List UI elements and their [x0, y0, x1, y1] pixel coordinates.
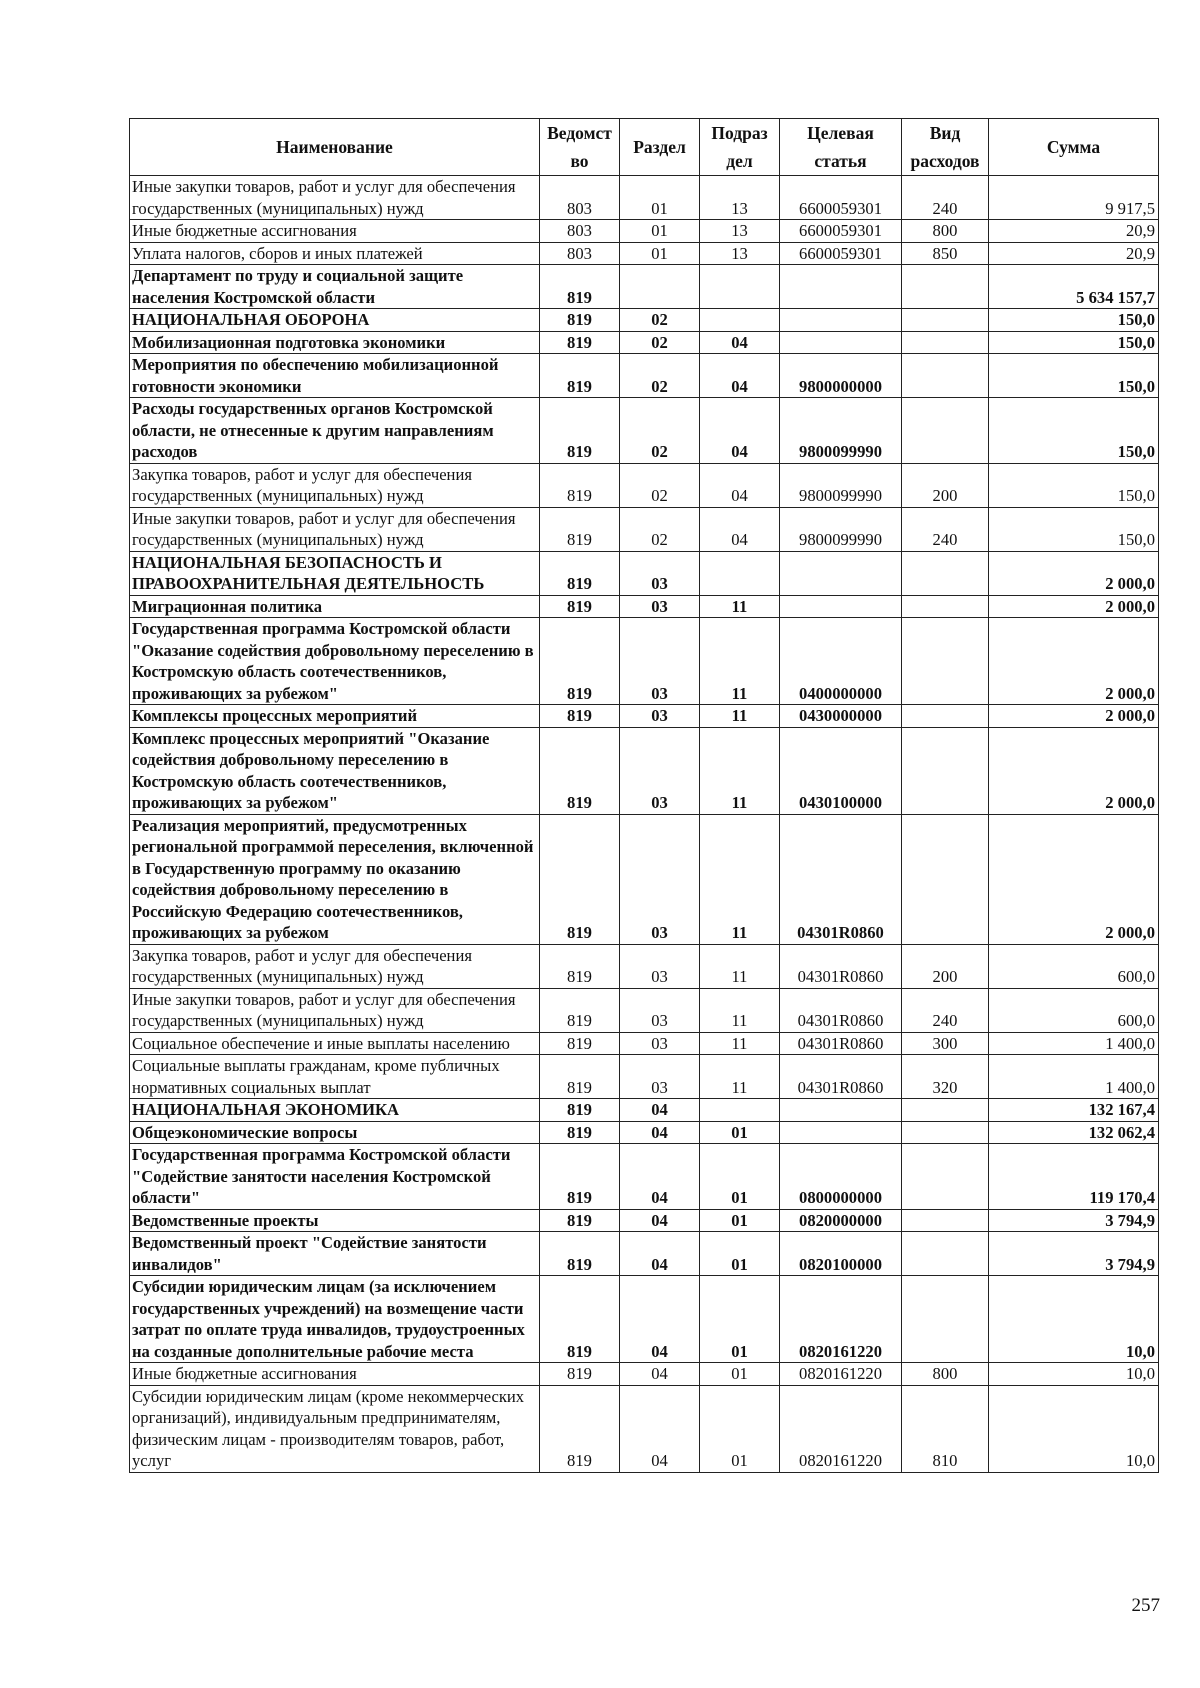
- header-type: Вид расходов: [902, 119, 989, 176]
- cell-sum: 2 000,0: [989, 705, 1159, 728]
- cell-sum: 20,9: [989, 220, 1159, 243]
- cell-subsection: 13: [700, 242, 780, 265]
- cell-target: 0820161220: [780, 1385, 902, 1472]
- table-row: [130, 398, 1159, 464]
- header-sum: Сумма: [989, 119, 1159, 176]
- cell-target: 04301R0860: [780, 988, 902, 1032]
- cell-section: 04: [620, 1232, 700, 1276]
- cell-dept: 819: [540, 1232, 620, 1276]
- table-row: [130, 507, 1159, 551]
- cell-section: 01: [620, 176, 700, 220]
- cell-name: НАЦИОНАЛЬНАЯ БЕЗОПАСНОСТЬ И ПРАВООХРАНИТЕЛЬНАЯ ДЕЯТЕЛЬНОСТЬ: [130, 551, 540, 595]
- cell-type: [902, 309, 989, 332]
- cell-sum: 150,0: [989, 331, 1159, 354]
- cell-section: 01: [620, 242, 700, 265]
- cell-target: 04301R0860: [780, 1055, 902, 1099]
- cell-dept: 819: [540, 309, 620, 332]
- cell-type: [902, 814, 989, 944]
- cell-dept: 819: [540, 1144, 620, 1210]
- cell-subsection: [700, 309, 780, 332]
- cell-subsection: 13: [700, 220, 780, 243]
- cell-section: 02: [620, 507, 700, 551]
- cell-type: [902, 398, 989, 464]
- cell-sum: 1 400,0: [989, 1032, 1159, 1055]
- cell-subsection: 01: [700, 1209, 780, 1232]
- cell-target: [780, 265, 902, 309]
- cell-sum: 150,0: [989, 398, 1159, 464]
- table-row: [130, 1032, 1159, 1055]
- cell-name: Департамент по труду и социальной защите населения Костромской области: [130, 265, 540, 309]
- cell-name: Государственная программа Костромской области "Содействие занятости населения Костромской области": [130, 1144, 540, 1210]
- cell-section: 03: [620, 814, 700, 944]
- cell-name: Комплексы процессных мероприятий: [130, 705, 540, 728]
- cell-subsection: 04: [700, 354, 780, 398]
- cell-type: [902, 1209, 989, 1232]
- cell-dept: 819: [540, 265, 620, 309]
- cell-section: 03: [620, 595, 700, 618]
- cell-target: 04301R0860: [780, 944, 902, 988]
- cell-type: 300: [902, 1032, 989, 1055]
- table-row: [130, 1209, 1159, 1232]
- cell-target: 6600059301: [780, 220, 902, 243]
- cell-dept: 803: [540, 220, 620, 243]
- cell-type: 850: [902, 242, 989, 265]
- cell-section: 03: [620, 1032, 700, 1055]
- cell-subsection: 11: [700, 705, 780, 728]
- cell-type: [902, 354, 989, 398]
- table-row: [130, 1232, 1159, 1276]
- cell-target: 0400000000: [780, 618, 902, 705]
- table-row: [130, 1276, 1159, 1363]
- cell-section: 03: [620, 988, 700, 1032]
- cell-target: 0820161220: [780, 1363, 902, 1386]
- cell-dept: 819: [540, 727, 620, 814]
- cell-name: Расходы государственных органов Костромской области, не отнесенные к другим направлениям расходов: [130, 398, 540, 464]
- cell-dept: 819: [540, 988, 620, 1032]
- cell-sum: 2 000,0: [989, 551, 1159, 595]
- cell-type: 240: [902, 507, 989, 551]
- cell-section: 04: [620, 1099, 700, 1122]
- cell-sum: 600,0: [989, 988, 1159, 1032]
- cell-name: Иные закупки товаров, работ и услуг для обеспечения государственных (муниципальных) нужд: [130, 176, 540, 220]
- cell-sum: 2 000,0: [989, 727, 1159, 814]
- cell-sum: 600,0: [989, 944, 1159, 988]
- cell-subsection: 11: [700, 595, 780, 618]
- cell-target: 6600059301: [780, 176, 902, 220]
- cell-name: Государственная программа Костромской области "Оказание содействия добровольному переселению в Костромскую область соотечественников, проживающих за рубежом": [130, 618, 540, 705]
- cell-subsection: 11: [700, 1055, 780, 1099]
- table-row: [130, 944, 1159, 988]
- cell-sum: 2 000,0: [989, 618, 1159, 705]
- header-name: Наименование: [130, 119, 540, 176]
- cell-subsection: 01: [700, 1121, 780, 1144]
- cell-subsection: 04: [700, 398, 780, 464]
- cell-dept: 819: [540, 354, 620, 398]
- table-row: [130, 265, 1159, 309]
- cell-target: [780, 309, 902, 332]
- cell-type: 810: [902, 1385, 989, 1472]
- cell-target: 0820000000: [780, 1209, 902, 1232]
- cell-name: Социальное обеспечение и иные выплаты населению: [130, 1032, 540, 1055]
- cell-section: 03: [620, 618, 700, 705]
- cell-type: [902, 1099, 989, 1122]
- cell-name: Закупка товаров, работ и услуг для обеспечения государственных (муниципальных) нужд: [130, 944, 540, 988]
- cell-section: 02: [620, 331, 700, 354]
- cell-sum: 150,0: [989, 354, 1159, 398]
- cell-subsection: 04: [700, 507, 780, 551]
- cell-type: 200: [902, 463, 989, 507]
- cell-section: 04: [620, 1121, 700, 1144]
- budget-table: [129, 118, 1159, 1473]
- cell-name: Миграционная политика: [130, 595, 540, 618]
- cell-sum: 150,0: [989, 507, 1159, 551]
- cell-subsection: 01: [700, 1144, 780, 1210]
- cell-sum: 119 170,4: [989, 1144, 1159, 1210]
- cell-subsection: 11: [700, 988, 780, 1032]
- cell-type: [902, 1232, 989, 1276]
- table-row: [130, 595, 1159, 618]
- cell-section: 03: [620, 944, 700, 988]
- cell-dept: 819: [540, 1055, 620, 1099]
- cell-type: 800: [902, 1363, 989, 1386]
- cell-section: 02: [620, 398, 700, 464]
- cell-name: НАЦИОНАЛЬНАЯ ЭКОНОМИКА: [130, 1099, 540, 1122]
- cell-sum: 3 794,9: [989, 1209, 1159, 1232]
- table-row: [130, 1055, 1159, 1099]
- cell-sum: 132 062,4: [989, 1121, 1159, 1144]
- cell-name: Иные бюджетные ассигнования: [130, 1363, 540, 1386]
- table-row: [130, 551, 1159, 595]
- cell-target: [780, 595, 902, 618]
- cell-type: [902, 727, 989, 814]
- cell-subsection: 11: [700, 944, 780, 988]
- cell-section: [620, 265, 700, 309]
- cell-name: Социальные выплаты гражданам, кроме публичных нормативных социальных выплат: [130, 1055, 540, 1099]
- table-row: [130, 705, 1159, 728]
- cell-section: 03: [620, 727, 700, 814]
- cell-subsection: [700, 265, 780, 309]
- cell-sum: 10,0: [989, 1363, 1159, 1386]
- cell-target: [780, 551, 902, 595]
- table-row: [130, 618, 1159, 705]
- cell-target: 04301R0860: [780, 814, 902, 944]
- cell-target: 04301R0860: [780, 1032, 902, 1055]
- table-row: [130, 1363, 1159, 1386]
- cell-sum: 1 400,0: [989, 1055, 1159, 1099]
- cell-subsection: 11: [700, 1032, 780, 1055]
- cell-name: Иные закупки товаров, работ и услуг для обеспечения государственных (муниципальных) нужд: [130, 988, 540, 1032]
- cell-section: 03: [620, 705, 700, 728]
- cell-name: Ведомственные проекты: [130, 1209, 540, 1232]
- cell-name: Реализация мероприятий, предусмотренных региональной программой переселения, включенной в Государственную программу по оказанию содействия добровольному переселению в Российскую Федерацию соотечественников, проживающих за рубежом: [130, 814, 540, 944]
- cell-sum: 132 167,4: [989, 1099, 1159, 1122]
- cell-sum: 10,0: [989, 1276, 1159, 1363]
- cell-type: [902, 265, 989, 309]
- cell-dept: 819: [540, 1121, 620, 1144]
- cell-subsection: 01: [700, 1232, 780, 1276]
- cell-subsection: 11: [700, 727, 780, 814]
- cell-section: 03: [620, 1055, 700, 1099]
- cell-section: 04: [620, 1363, 700, 1386]
- cell-target: 9800099990: [780, 398, 902, 464]
- cell-name: Субсидии юридическим лицам (кроме некоммерческих организаций), индивидуальным предпринимателям, физическим лицам - производителям товаров, работ, услуг: [130, 1385, 540, 1472]
- cell-target: 0430000000: [780, 705, 902, 728]
- cell-type: [902, 595, 989, 618]
- cell-name: Комплекс процессных мероприятий "Оказание содействия добровольному переселению в Костромскую область соотечественников, проживающих за рубежом": [130, 727, 540, 814]
- cell-name: НАЦИОНАЛЬНАЯ ОБОРОНА: [130, 309, 540, 332]
- table-row: [130, 176, 1159, 220]
- cell-dept: 819: [540, 1209, 620, 1232]
- cell-sum: 150,0: [989, 309, 1159, 332]
- cell-dept: 819: [540, 551, 620, 595]
- table-row: [130, 988, 1159, 1032]
- cell-name: Мобилизационная подготовка экономики: [130, 331, 540, 354]
- cell-type: [902, 1276, 989, 1363]
- cell-dept: 819: [540, 1363, 620, 1386]
- table-row: [130, 331, 1159, 354]
- cell-type: 240: [902, 176, 989, 220]
- cell-section: 04: [620, 1385, 700, 1472]
- table-row: [130, 1385, 1159, 1472]
- cell-type: [902, 1144, 989, 1210]
- cell-target: 0820161220: [780, 1276, 902, 1363]
- cell-sum: 3 794,9: [989, 1232, 1159, 1276]
- cell-target: 9800000000: [780, 354, 902, 398]
- cell-subsection: 13: [700, 176, 780, 220]
- table-header-row: [130, 119, 1159, 176]
- cell-subsection: [700, 1099, 780, 1122]
- cell-type: 200: [902, 944, 989, 988]
- cell-target: 6600059301: [780, 242, 902, 265]
- cell-subsection: 04: [700, 463, 780, 507]
- cell-subsection: [700, 551, 780, 595]
- cell-dept: 819: [540, 944, 620, 988]
- cell-name: Общеэкономические вопросы: [130, 1121, 540, 1144]
- cell-section: 04: [620, 1144, 700, 1210]
- cell-name: Ведомственный проект "Содействие занятости инвалидов": [130, 1232, 540, 1276]
- table-row: [130, 220, 1159, 243]
- cell-section: 02: [620, 309, 700, 332]
- cell-target: [780, 1099, 902, 1122]
- cell-target: 0820100000: [780, 1232, 902, 1276]
- cell-target: [780, 1121, 902, 1144]
- cell-type: [902, 618, 989, 705]
- cell-dept: 819: [540, 1276, 620, 1363]
- cell-type: [902, 331, 989, 354]
- cell-subsection: 01: [700, 1276, 780, 1363]
- cell-dept: 819: [540, 595, 620, 618]
- cell-sum: 10,0: [989, 1385, 1159, 1472]
- header-subsection: Подраз дел: [700, 119, 780, 176]
- cell-type: [902, 705, 989, 728]
- cell-type: [902, 1121, 989, 1144]
- cell-sum: 9 917,5: [989, 176, 1159, 220]
- cell-subsection: 01: [700, 1363, 780, 1386]
- table-row: [130, 354, 1159, 398]
- cell-target: 9800099990: [780, 507, 902, 551]
- cell-type: [902, 551, 989, 595]
- cell-dept: 803: [540, 242, 620, 265]
- cell-type: 320: [902, 1055, 989, 1099]
- header-target: Целевая статья: [780, 119, 902, 176]
- cell-name: Иные бюджетные ассигнования: [130, 220, 540, 243]
- cell-dept: 819: [540, 1099, 620, 1122]
- cell-type: 240: [902, 988, 989, 1032]
- header-dept: Ведомст во: [540, 119, 620, 176]
- cell-subsection: 01: [700, 1385, 780, 1472]
- cell-sum: 20,9: [989, 242, 1159, 265]
- cell-subsection: 11: [700, 618, 780, 705]
- cell-dept: 819: [540, 1032, 620, 1055]
- table-row: [130, 309, 1159, 332]
- cell-target: 9800099990: [780, 463, 902, 507]
- cell-section: 04: [620, 1276, 700, 1363]
- cell-dept: 819: [540, 618, 620, 705]
- cell-dept: 819: [540, 398, 620, 464]
- cell-target: [780, 331, 902, 354]
- cell-dept: 819: [540, 463, 620, 507]
- cell-dept: 803: [540, 176, 620, 220]
- table-row: [130, 1099, 1159, 1122]
- table-row: [130, 463, 1159, 507]
- cell-target: 0430100000: [780, 727, 902, 814]
- cell-target: 0800000000: [780, 1144, 902, 1210]
- cell-dept: 819: [540, 814, 620, 944]
- cell-subsection: 04: [700, 331, 780, 354]
- table-body: [130, 176, 1159, 1473]
- cell-name: Субсидии юридическим лицам (за исключением государственных учреждений) на возмещение части затрат по оплате труда инвалидов, трудоустроенных на созданные дополнительные рабочие места: [130, 1276, 540, 1363]
- table-row: [130, 727, 1159, 814]
- cell-section: 03: [620, 551, 700, 595]
- table-row: [130, 1144, 1159, 1210]
- cell-dept: 819: [540, 507, 620, 551]
- cell-dept: 819: [540, 705, 620, 728]
- cell-type: 800: [902, 220, 989, 243]
- cell-name: Мероприятия по обеспечению мобилизационной готовности экономики: [130, 354, 540, 398]
- table-row: [130, 242, 1159, 265]
- cell-dept: 819: [540, 331, 620, 354]
- cell-name: Уплата налогов, сборов и иных платежей: [130, 242, 540, 265]
- cell-section: 02: [620, 463, 700, 507]
- cell-name: Закупка товаров, работ и услуг для обеспечения государственных (муниципальных) нужд: [130, 463, 540, 507]
- cell-dept: 819: [540, 1385, 620, 1472]
- cell-sum: 2 000,0: [989, 814, 1159, 944]
- cell-subsection: 11: [700, 814, 780, 944]
- cell-section: 02: [620, 354, 700, 398]
- cell-section: 04: [620, 1209, 700, 1232]
- cell-sum: 5 634 157,7: [989, 265, 1159, 309]
- page-number: 257: [1131, 1595, 1160, 1616]
- cell-name: Иные закупки товаров, работ и услуг для обеспечения государственных (муниципальных) нужд: [130, 507, 540, 551]
- cell-sum: 150,0: [989, 463, 1159, 507]
- header-section: Раздел: [620, 119, 700, 176]
- cell-section: 01: [620, 220, 700, 243]
- cell-sum: 2 000,0: [989, 595, 1159, 618]
- table-row: [130, 814, 1159, 944]
- table-row: [130, 1121, 1159, 1144]
